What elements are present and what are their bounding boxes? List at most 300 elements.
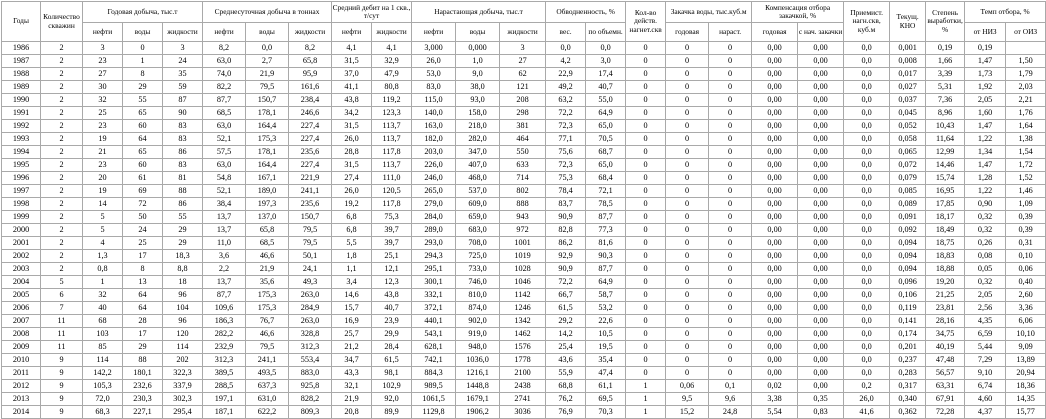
table-cell: 633: [500, 159, 546, 172]
table-cell: 0,00: [752, 263, 798, 276]
table-cell: 0: [709, 328, 752, 341]
table-cell: 1,47: [965, 55, 1006, 68]
table-cell: 230,3: [123, 393, 163, 406]
table-cell: 102,9: [372, 380, 412, 393]
table-cell: 11,0: [203, 237, 246, 250]
table-cell: 0,106: [890, 289, 926, 302]
table-cell: 43,8: [372, 289, 412, 302]
table-cell: 2: [41, 198, 83, 211]
subheader-water: воды: [456, 23, 500, 42]
table-cell: 0,0: [844, 354, 890, 367]
table-cell: 0: [626, 341, 666, 354]
table-cell: 12,99: [926, 146, 965, 159]
table-cell: 87,7: [203, 94, 246, 107]
table-cell: 161,6: [289, 81, 332, 94]
table-cell: 63,0: [203, 120, 246, 133]
table-cell: 0,00: [798, 341, 844, 354]
table-cell: 0,0: [586, 42, 626, 55]
table-cell: 0,00: [798, 55, 844, 68]
table-cell: 79,5: [289, 224, 332, 237]
table-cell: 919,0: [456, 328, 500, 341]
table-cell: 332,1: [412, 289, 456, 302]
table-cell: 78,5: [586, 198, 626, 211]
table-cell: 0,079: [890, 172, 926, 185]
table-cell: 19: [83, 185, 123, 198]
table-cell: 86,2: [546, 237, 586, 250]
table-cell: 76,7: [246, 315, 289, 328]
table-cell: 50,1: [289, 250, 332, 263]
year-cell: 2006: [2, 302, 41, 315]
table-cell: 29,2: [546, 315, 586, 328]
table-cell: 2100: [500, 367, 546, 380]
table-cell: 263,0: [289, 289, 332, 302]
table-cell: 0: [709, 68, 752, 81]
table-cell: 0: [666, 250, 709, 263]
table-cell: 925,8: [289, 380, 332, 393]
table-cell: 142,2: [83, 367, 123, 380]
table-cell: 2: [41, 107, 83, 120]
table-cell: 14,6: [332, 289, 372, 302]
table-cell: 322,3: [163, 367, 203, 380]
table-cell: 68,7: [586, 146, 626, 159]
table-cell: 29: [123, 341, 163, 354]
table-cell: 0,094: [890, 237, 926, 250]
table-cell: 4,60: [965, 393, 1006, 406]
table-cell: 13,7: [203, 211, 246, 224]
table-cell: 0,32: [965, 211, 1006, 224]
table-cell: 31,5: [332, 120, 372, 133]
table-cell: 12,1: [372, 263, 412, 276]
table-cell: 232,6: [123, 380, 163, 393]
table-cell: 0,00: [752, 42, 798, 55]
table-cell: 0,017: [890, 68, 926, 81]
table-cell: 0,0: [844, 263, 890, 276]
table-cell: 96: [163, 289, 203, 302]
table-cell: 98,1: [372, 367, 412, 380]
table-cell: 0: [709, 276, 752, 289]
table-cell: 28,8: [332, 146, 372, 159]
table-cell: 10,43: [926, 120, 965, 133]
table-cell: 2,7: [246, 55, 289, 68]
table-cell: 95,9: [289, 68, 332, 81]
table-cell: 83,0: [412, 81, 456, 94]
header-years: Годы: [2, 2, 41, 42]
table-cell: 0,0: [246, 42, 289, 55]
table-cell: 0: [666, 159, 709, 172]
table-body: [2, 42, 1046, 419]
table-cell: 2: [41, 224, 83, 237]
table-cell: 75,3: [372, 211, 412, 224]
table-cell: 389,5: [203, 367, 246, 380]
table-cell: 3,4: [332, 276, 372, 289]
table-cell: 0,089: [890, 198, 926, 211]
table-cell: 282,2: [203, 328, 246, 341]
year-cell: 1989: [2, 81, 41, 94]
table-cell: 72,2: [546, 276, 586, 289]
table-cell: 0,00: [752, 289, 798, 302]
table-cell: 123,3: [372, 107, 412, 120]
table-row: [2, 55, 1046, 68]
table-cell: 0,00: [752, 276, 798, 289]
table-cell: 52,1: [203, 133, 246, 146]
table-cell: 82,2: [203, 81, 246, 94]
table-cell: 0,00: [798, 159, 844, 172]
table-cell: 0: [709, 42, 752, 55]
table-cell: 725,0: [456, 250, 500, 263]
table-cell: 0,00: [798, 250, 844, 263]
table-cell: 0,00: [752, 211, 798, 224]
header-watercut: Обводненность, %: [546, 2, 626, 23]
table-cell: 137,0: [246, 211, 289, 224]
table-cell: 0: [626, 146, 666, 159]
table-cell: 189,0: [246, 185, 289, 198]
table-cell: 0: [666, 328, 709, 341]
table-row: [2, 159, 1046, 172]
table-cell: 96: [163, 315, 203, 328]
table-cell: 0,0: [844, 159, 890, 172]
table-cell: 295,4: [163, 406, 203, 419]
table-cell: 32: [83, 289, 123, 302]
table-cell: 38,4: [203, 198, 246, 211]
table-cell: 0,0: [844, 211, 890, 224]
table-row: [2, 211, 1046, 224]
table-cell: 25,1: [372, 250, 412, 263]
table-cell: 82,8: [546, 224, 586, 237]
table-cell: 68,3: [83, 406, 123, 419]
table-row: [2, 107, 1046, 120]
table-row: [2, 198, 1046, 211]
table-cell: 0,094: [890, 250, 926, 263]
table-cell: 57,5: [203, 146, 246, 159]
table-cell: 0,058: [890, 133, 926, 146]
year-cell: 1995: [2, 159, 41, 172]
table-cell: 2: [41, 159, 83, 172]
table-cell: 27: [83, 68, 123, 81]
table-cell: 140,0: [412, 107, 456, 120]
table-cell: 0: [666, 55, 709, 68]
table-cell: 43,8: [332, 94, 372, 107]
table-cell: 79,5: [289, 237, 332, 250]
table-cell: 1,73: [965, 68, 1006, 81]
table-cell: 72,3: [546, 120, 586, 133]
table-cell: 40: [83, 302, 123, 315]
year-cell: 1986: [2, 42, 41, 55]
table-cell: 18,17: [926, 211, 965, 224]
table-cell: 2,2: [203, 263, 246, 276]
table-cell: 1,34: [965, 146, 1006, 159]
table-cell: 22,9: [546, 68, 586, 81]
header-selection-rate: Темп отбора, %: [965, 2, 1046, 23]
table-cell: 0,119: [890, 302, 926, 315]
year-cell: 2004: [2, 276, 41, 289]
table-cell: 0,00: [752, 341, 798, 354]
table-cell: 1679,1: [456, 393, 500, 406]
table-cell: 0,00: [798, 367, 844, 380]
table-cell: 1: [626, 380, 666, 393]
subheader-liquid: жидкости: [289, 23, 332, 42]
table-cell: 5,44: [965, 341, 1006, 354]
table-cell: 1,66: [926, 55, 965, 68]
table-cell: 2,21: [1006, 94, 1046, 107]
table-cell: 72,1: [586, 185, 626, 198]
table-cell: 0,00: [752, 120, 798, 133]
table-cell: 0: [666, 172, 709, 185]
table-cell: 0,0: [844, 81, 890, 94]
table-cell: 1,09: [1006, 198, 1046, 211]
table-cell: 708,0: [456, 237, 500, 250]
table-cell: 0: [709, 315, 752, 328]
table-cell: 0: [626, 328, 666, 341]
table-cell: 0,00: [752, 367, 798, 380]
table-cell: 8,2: [203, 42, 246, 55]
table-cell: 75,3: [546, 172, 586, 185]
table-cell: 0,19: [965, 42, 1006, 55]
table-cell: 0: [666, 289, 709, 302]
table-cell: 0,00: [798, 81, 844, 94]
table-cell: 1216,1: [456, 367, 500, 380]
table-cell: 63,31: [926, 380, 965, 393]
table-cell: 0: [626, 68, 666, 81]
table-cell: 0,092: [890, 224, 926, 237]
table-cell: 28,16: [926, 315, 965, 328]
table-cell: 90,3: [586, 250, 626, 263]
table-cell: 111,0: [372, 172, 412, 185]
table-cell: 1: [626, 406, 666, 419]
table-cell: 279,0: [412, 198, 456, 211]
table-row: [2, 68, 1046, 81]
table-cell: 0,35: [798, 393, 844, 406]
table-cell: 0: [709, 250, 752, 263]
header-compensation: Компенсация отбора закачкой, %: [752, 2, 844, 23]
table-cell: 300,1: [412, 276, 456, 289]
table-cell: 15,77: [1006, 406, 1046, 419]
year-cell: 2010: [2, 354, 41, 367]
table-cell: 0,26: [965, 237, 1006, 250]
table-row: [2, 146, 1046, 159]
table-cell: 809,3: [289, 406, 332, 419]
table-cell: 235,6: [289, 198, 332, 211]
table-cell: 17,85: [926, 198, 965, 211]
table-row: [2, 133, 1046, 146]
table-cell: 0,08: [965, 250, 1006, 263]
year-cell: 1992: [2, 120, 41, 133]
year-cell: 1991: [2, 107, 41, 120]
table-cell: 902,0: [456, 315, 500, 328]
table-cell: 883,0: [289, 367, 332, 380]
subheader-water: воды: [246, 23, 289, 42]
table-cell: 40,7: [586, 81, 626, 94]
table-cell: 83: [163, 120, 203, 133]
table-cell: 0,00: [798, 263, 844, 276]
table-cell: 5: [83, 224, 123, 237]
table-cell: 0,00: [752, 81, 798, 94]
table-cell: 20,8: [332, 406, 372, 419]
table-cell: 19: [83, 133, 123, 146]
table-cell: 29: [163, 237, 203, 250]
table-cell: 1,64: [1006, 120, 1046, 133]
header-cumulative-production: Нарастающая добыча, тыс.т: [412, 2, 546, 23]
table-cell: 1,52: [1006, 172, 1046, 185]
table-cell: 182,0: [412, 133, 456, 146]
table-cell: 0,072: [890, 159, 926, 172]
table-cell: 0,10: [1006, 250, 1046, 263]
table-cell: [1006, 42, 1046, 55]
table-cell: 0: [666, 224, 709, 237]
table-cell: 0: [709, 302, 752, 315]
table-cell: 0: [626, 237, 666, 250]
header-annual-production: Годовая добыча, тыс.т: [83, 2, 203, 23]
table-cell: 68,8: [546, 380, 586, 393]
table-cell: 197,3: [246, 198, 289, 211]
table-cell: 37,0: [332, 68, 372, 81]
table-cell: 238,4: [289, 94, 332, 107]
table-cell: 4: [83, 237, 123, 250]
table-cell: 468,0: [456, 172, 500, 185]
table-cell: 87,7: [586, 263, 626, 276]
table-cell: 68,5: [203, 107, 246, 120]
table-cell: 83: [163, 133, 203, 146]
table-cell: 0,00: [798, 146, 844, 159]
table-cell: 23,81: [926, 302, 965, 315]
table-cell: 0,00: [752, 328, 798, 341]
year-cell: 2002: [2, 250, 41, 263]
table-cell: 27,4: [332, 172, 372, 185]
table-cell: 7: [41, 302, 83, 315]
table-cell: 0: [626, 354, 666, 367]
table-cell: 20,94: [1006, 367, 1046, 380]
table-cell: 9: [41, 367, 83, 380]
table-cell: 65,8: [246, 224, 289, 237]
table-cell: 289,0: [412, 224, 456, 237]
table-cell: 53,0: [412, 68, 456, 81]
table-cell: 1906,2: [456, 406, 500, 419]
table-cell: 226,0: [412, 159, 456, 172]
table-cell: 104: [163, 302, 203, 315]
table-cell: 29: [163, 224, 203, 237]
year-cell: 1994: [2, 146, 41, 159]
table-cell: 0: [666, 185, 709, 198]
table-row: [2, 172, 1046, 185]
table-cell: 63,0: [203, 55, 246, 68]
table-cell: 0,000: [456, 42, 500, 55]
header-injection-wells: Кол-во действ. нагнет.скв: [626, 2, 666, 42]
table-cell: 0,00: [752, 172, 798, 185]
table-cell: 150,7: [289, 211, 332, 224]
table-row: [2, 276, 1046, 289]
table-cell: 0,31: [1006, 237, 1046, 250]
table-row: [2, 81, 1046, 94]
table-cell: 0,32: [965, 276, 1006, 289]
table-cell: 2: [41, 120, 83, 133]
table-cell: 0,0: [844, 367, 890, 380]
table-cell: 0: [709, 237, 752, 250]
table-cell: 26,0: [332, 133, 372, 146]
table-cell: 6,59: [965, 328, 1006, 341]
header-daily-production: Среднесуточная добыча в тоннах: [203, 2, 332, 23]
table-cell: 948,0: [456, 341, 500, 354]
table-cell: 0,00: [752, 146, 798, 159]
table-cell: 35: [163, 68, 203, 81]
subheader-by-weight: вес.: [546, 23, 586, 42]
table-cell: 92,0: [372, 393, 412, 406]
table-cell: 0: [709, 198, 752, 211]
subheader-oil: нефти: [83, 23, 123, 42]
table-cell: 0: [626, 81, 666, 94]
table-cell: 11: [41, 341, 83, 354]
table-cell: 0,00: [798, 120, 844, 133]
table-cell: 72,2: [546, 107, 586, 120]
table-cell: 0: [626, 172, 666, 185]
table-cell: 294,3: [412, 250, 456, 263]
table-cell: 14,46: [926, 159, 965, 172]
table-cell: 0,00: [752, 94, 798, 107]
table-cell: 19,20: [926, 276, 965, 289]
table-cell: 0,00: [798, 237, 844, 250]
table-cell: 293,0: [412, 237, 456, 250]
table-cell: 0,00: [798, 68, 844, 81]
table-cell: 0,0: [844, 185, 890, 198]
table-cell: 9,10: [965, 367, 1006, 380]
table-cell: 0,00: [752, 302, 798, 315]
table-cell: 0: [709, 107, 752, 120]
table-cell: 18,36: [1006, 380, 1046, 393]
table-cell: 0: [666, 354, 709, 367]
table-cell: 464: [500, 133, 546, 146]
table-cell: 1576: [500, 341, 546, 354]
table-cell: 180,1: [123, 367, 163, 380]
table-cell: 1,76: [1006, 107, 1046, 120]
table-cell: 0,8: [83, 263, 123, 276]
table-cell: 265,0: [412, 185, 456, 198]
table-cell: 0,0: [844, 289, 890, 302]
table-cell: 14,35: [1006, 393, 1046, 406]
header-injectivity: Приемист. нагн.скв, куб.м: [844, 2, 890, 42]
table-cell: 3,38: [752, 393, 798, 406]
table-cell: 64: [123, 289, 163, 302]
table-cell: 1,1: [332, 263, 372, 276]
table-cell: 0: [709, 354, 752, 367]
table-cell: 25,4: [546, 341, 586, 354]
table-cell: 19,2: [332, 198, 372, 211]
table-row: [2, 406, 1046, 419]
table-cell: 17,4: [586, 68, 626, 81]
table-cell: 0,00: [752, 198, 798, 211]
table-cell: 50: [123, 211, 163, 224]
table-cell: 2: [41, 42, 83, 55]
table-cell: 714: [500, 172, 546, 185]
header-wells: Количество скважин: [41, 2, 83, 42]
table-cell: 0,00: [798, 224, 844, 237]
table-cell: 1,92: [965, 81, 1006, 94]
table-cell: 1129,8: [412, 406, 456, 419]
table-cell: 1462: [500, 328, 546, 341]
table-cell: 3036: [500, 406, 546, 419]
table-row: [2, 367, 1046, 380]
table-cell: 537,0: [456, 185, 500, 198]
table-cell: 407,0: [456, 159, 500, 172]
table-cell: 0,00: [752, 315, 798, 328]
table-cell: 0,0: [844, 42, 890, 55]
table-row: [2, 315, 1046, 328]
table-cell: 637,3: [246, 380, 289, 393]
table-cell: 21,9: [246, 263, 289, 276]
table-cell: 2: [41, 146, 83, 159]
table-cell: 65: [123, 107, 163, 120]
year-cell: 2009: [2, 341, 41, 354]
table-cell: 120,5: [372, 185, 412, 198]
table-cell: 35,6: [246, 276, 289, 289]
table-cell: 9: [41, 406, 83, 419]
